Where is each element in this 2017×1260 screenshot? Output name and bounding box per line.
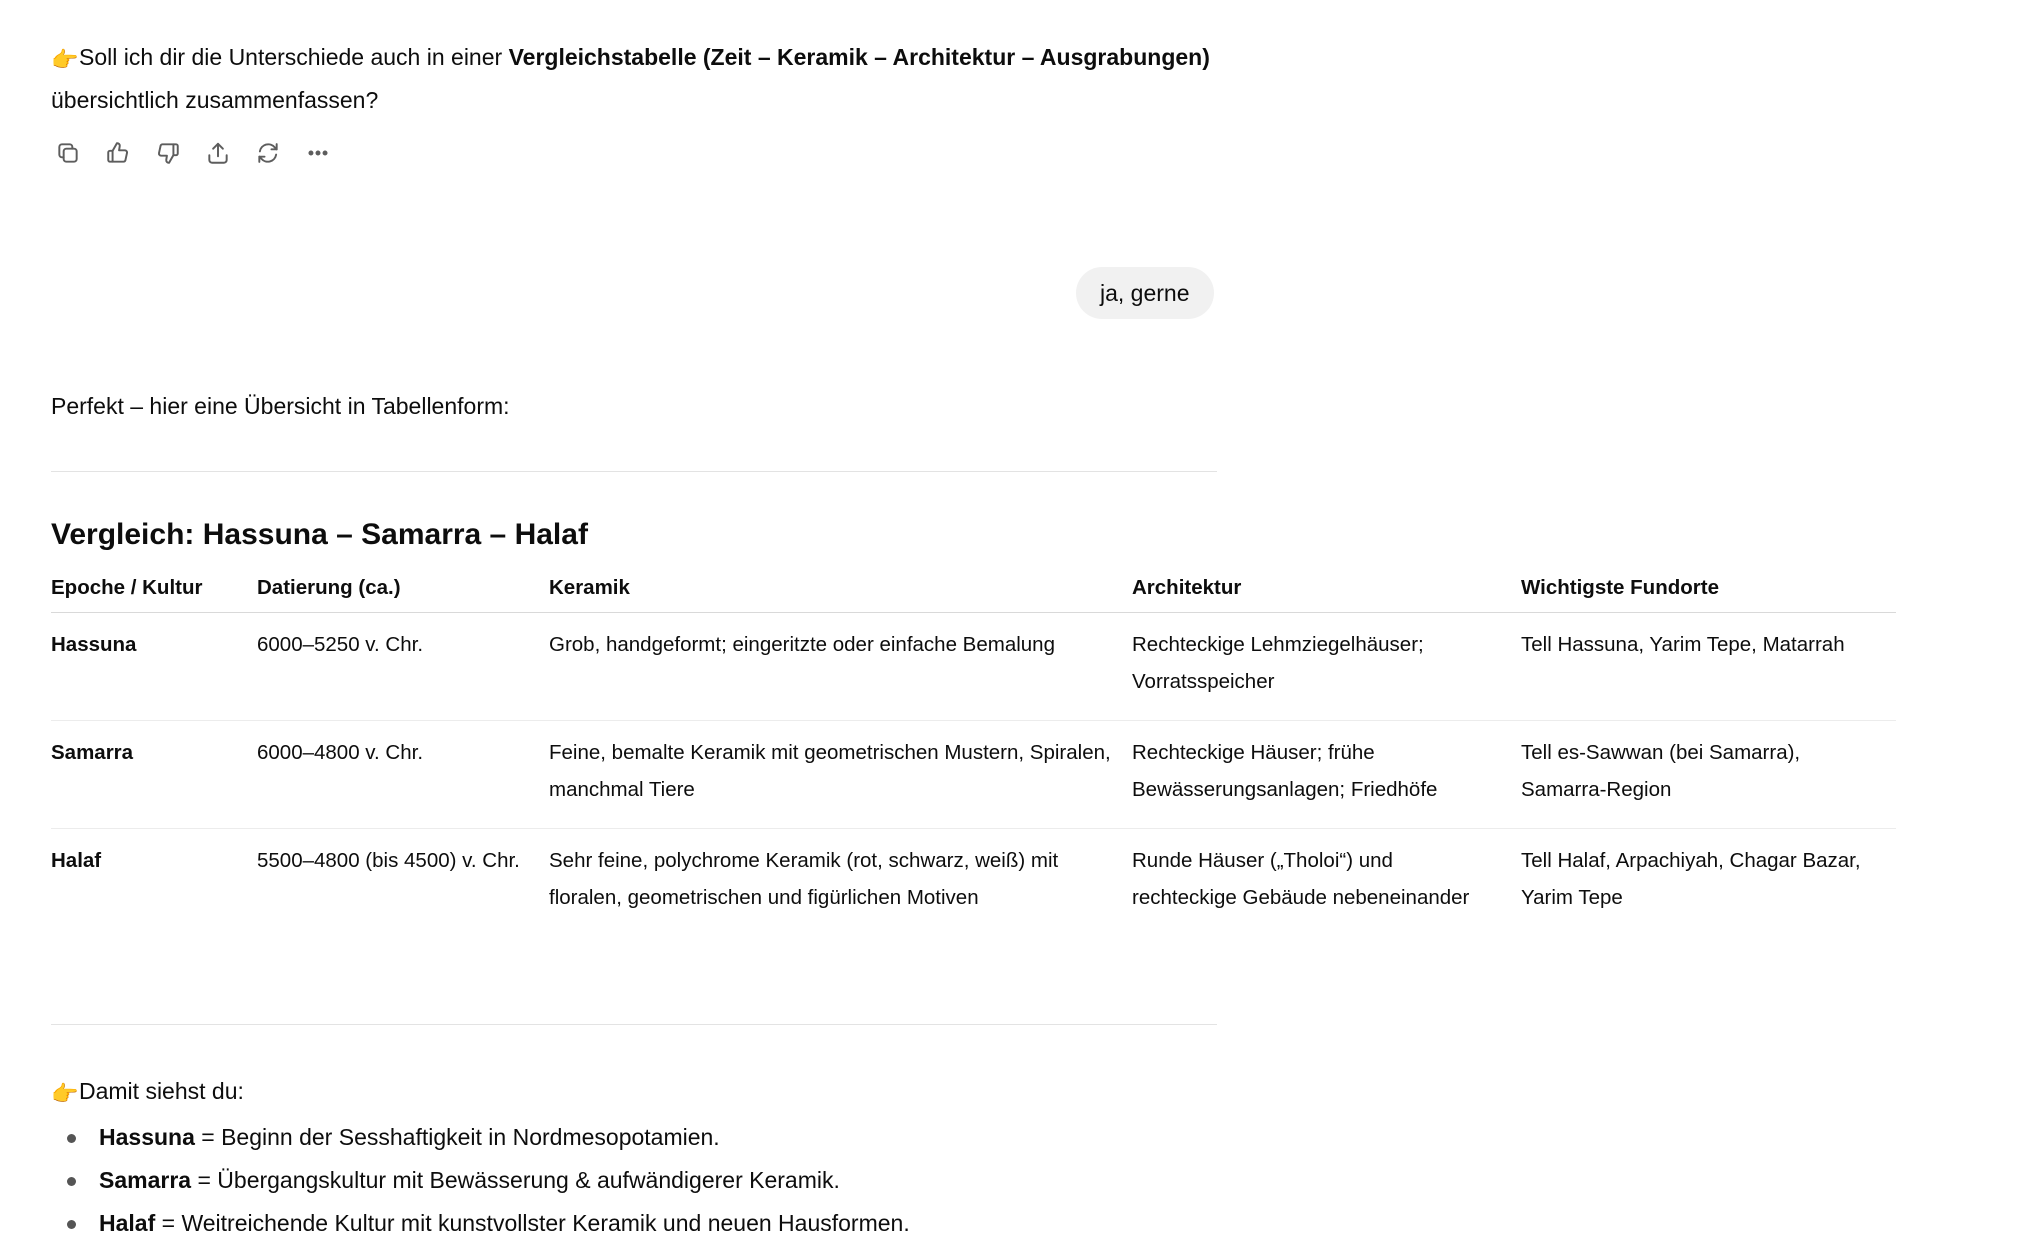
table-row <box>51 613 1896 721</box>
table-cell-culture: Samarra <box>51 721 257 829</box>
column-header-dating: Datierung (ca.) <box>257 570 549 613</box>
list-item-text: = Übergangskultur mit Bewässerung & aufwändigerer Keramik. <box>191 1167 840 1193</box>
regenerate-button[interactable] <box>251 136 285 170</box>
message-bold-text: Vergleichstabelle (Zeit – Keramik – Architektur – Ausgrabungen) <box>508 44 1210 70</box>
column-header-sites: Wichtigste Fundorte <box>1521 570 1896 613</box>
table-cell-dating: 5500–4800 (bis 4500) v. Chr. <box>257 849 520 872</box>
column-header-ceramics: Keramik <box>549 570 1132 613</box>
comparison-table <box>51 570 1896 936</box>
table-cell-culture: Halaf <box>51 849 102 872</box>
share-icon <box>205 140 231 166</box>
list-item <box>99 1116 1251 1159</box>
table-cell-ceramics: Feine, bemalte Keramik mit geometrischen Mustern, Spiralen, manchmal Tiere <box>549 721 1132 829</box>
regenerate-icon <box>255 140 281 166</box>
message-actions <box>51 136 335 172</box>
summary-lead-text: Damit siehst du: <box>79 1078 244 1104</box>
chat-transcript <box>51 0 1901 1260</box>
table-cell-sites: Tell Halaf, Arpachiyah, Chagar Bazar, Yarim Tepe <box>1521 849 1861 909</box>
table-cell-architecture: Runde Häuser („Tholoi“) und rechteckige Gebäude nebeneinander <box>1132 849 1470 909</box>
reply-intro: Perfekt – hier eine Übersicht in Tabellenform: <box>51 393 510 419</box>
share-button[interactable] <box>201 136 235 170</box>
thumbs-up-icon <box>105 140 131 166</box>
more-options-button[interactable] <box>301 136 335 170</box>
column-header-architecture: Architektur <box>1132 570 1521 613</box>
message-text-end: übersichtlich zusammenfassen? <box>51 87 379 113</box>
list-item-text: = Weitreichende Kultur mit kunstvollster Keramik und neuen Hausformen. <box>155 1210 910 1236</box>
pointing-hand-emoji: 👉 <box>51 47 79 72</box>
table-cell-sites: Tell es-Sawwan (bei Samarra), Samarra-Region <box>1521 721 1896 829</box>
table-row <box>51 721 1896 829</box>
table-cell-dating: 6000–4800 v. Chr. <box>257 721 549 829</box>
thumbs-down-icon <box>155 140 181 166</box>
table-cell-sites: Tell Hassuna, Yarim Tepe, Matarrah <box>1521 613 1896 721</box>
summary-section <box>51 1070 1251 1245</box>
table-row <box>51 829 1896 937</box>
more-icon <box>305 140 331 166</box>
copy-button[interactable] <box>51 136 85 170</box>
dislike-button[interactable] <box>151 136 185 170</box>
table-cell-culture: Hassuna <box>51 613 257 721</box>
list-item-term: Hassuna <box>99 1124 195 1150</box>
list-item-term: Halaf <box>99 1210 156 1236</box>
table-cell-architecture: Rechteckige Lehmziegelhäuser; Vorratsspeicher <box>1132 613 1521 721</box>
table-cell-dating: 6000–5250 v. Chr. <box>257 613 549 721</box>
list-item-term: Samarra <box>99 1167 192 1193</box>
pointing-hand-emoji: 👉 <box>51 1081 79 1106</box>
table-header-row <box>51 570 1896 613</box>
list-item <box>99 1159 1251 1202</box>
column-header-culture: Epoche / Kultur <box>51 570 257 613</box>
summary-list <box>51 1116 1251 1245</box>
list-item <box>99 1202 1251 1245</box>
summary-lead <box>51 1070 1251 1112</box>
divider <box>51 471 1217 472</box>
table-cell-ceramics: Grob, handgeformt; eingeritzte oder einfache Bemalung <box>549 613 1132 721</box>
message-text: Soll ich dir die Unterschiede auch in einer <box>79 44 509 70</box>
copy-icon <box>55 140 81 166</box>
user-message-bubble: ja, gerne <box>1076 267 1214 319</box>
assistant-message-previous <box>51 36 1211 122</box>
divider <box>51 1024 1217 1025</box>
table-heading: Vergleich: Hassuna – Samarra – Halaf <box>51 518 588 551</box>
list-item-text: = Beginn der Sesshaftigkeit in Nordmesopotamien. <box>194 1124 720 1150</box>
like-button[interactable] <box>101 136 135 170</box>
table-cell-architecture: Rechteckige Häuser; frühe Bewässerungsanlagen; Friedhöfe <box>1132 721 1521 829</box>
table-cell-ceramics: Sehr feine, polychrome Keramik (rot, schwarz, weiß) mit floralen, geometrischen und figürlichen Motiven <box>549 849 1059 909</box>
